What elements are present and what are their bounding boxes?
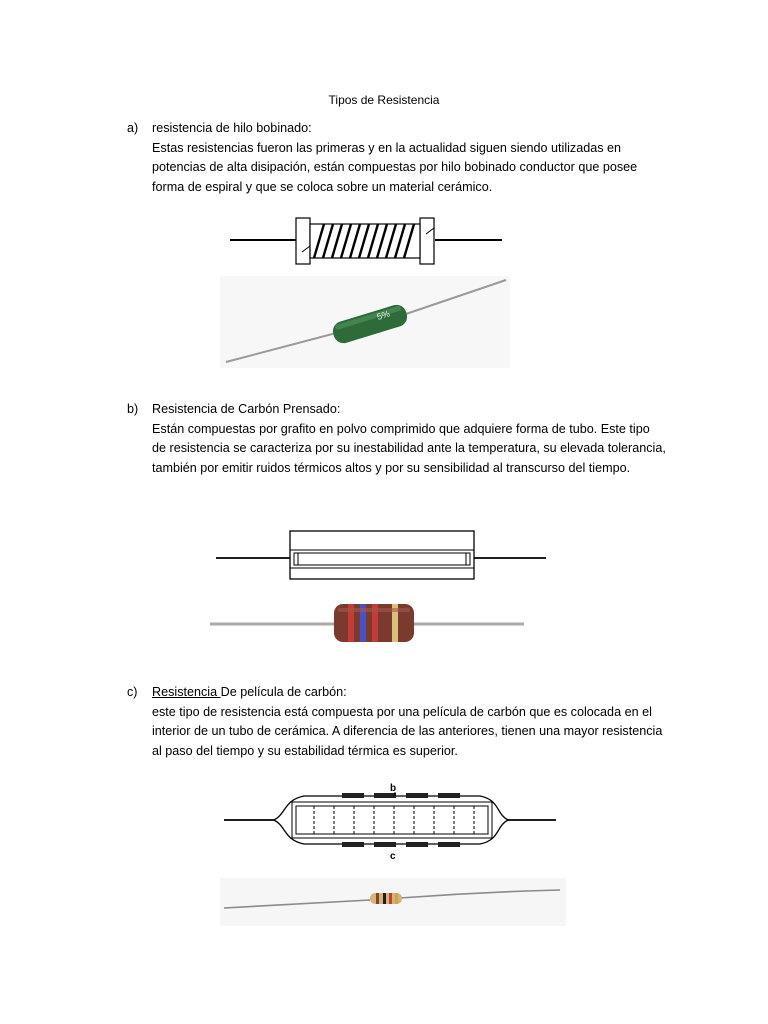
section-marker: b) (127, 402, 139, 416)
section-heading: De película de carbón: (220, 685, 347, 699)
film-diagram-label-bottom: c (390, 851, 396, 862)
carbon-composition-photo (208, 598, 526, 646)
carbon-film-photo (220, 878, 566, 926)
carbon-composition-diagram (216, 528, 548, 584)
film-diagram-label-top: b (390, 783, 397, 794)
section-heading: resistencia de hilo bobinado: (152, 121, 312, 135)
section-text: Estas resistencias fueron las primeras y en la actualidad siguen siendo utilizadas en potencias de alta disipación, están compuestas por hilo bobinado conductor que posee forma de espiral y que se coloca sobre un material cerámico. (152, 140, 638, 194)
section-marker: a) (127, 121, 139, 135)
section-heading-underlined: Resistencia (152, 685, 221, 699)
section-text: Están compuestas por grafito en polvo comprimido que adquiere forma de tubo. Este tipo de resistencia se caracteriza por su inestabilidad ante la temperatura, su elevada tolerancia, también por emitir ruidos térmicos altos y por su sensibilidad al transcurso del tiempo. (152, 421, 666, 475)
wirewound-photo-label: 5% (375, 308, 392, 322)
section-heading: Resistencia de Carbón Prensado: (152, 402, 341, 416)
section-wirewound (127, 119, 667, 197)
wirewound-photo (220, 276, 510, 368)
section-carbon-composition (127, 400, 667, 478)
page-title: Tipos de Resistencia (328, 93, 440, 107)
wirewound-diagram (230, 214, 505, 270)
carbon-film-diagram (224, 782, 558, 862)
section-text: este tipo de resistencia está compuesta por una película de carbón que es colocada en el interior de un tubo de cerámica. A diferencia de las anteriores, tienen una mayor resistencia al paso del tiempo y su estabilidad térmica es superior. (152, 704, 663, 758)
section-marker: c) (127, 685, 138, 699)
section-carbon-film (127, 683, 667, 761)
